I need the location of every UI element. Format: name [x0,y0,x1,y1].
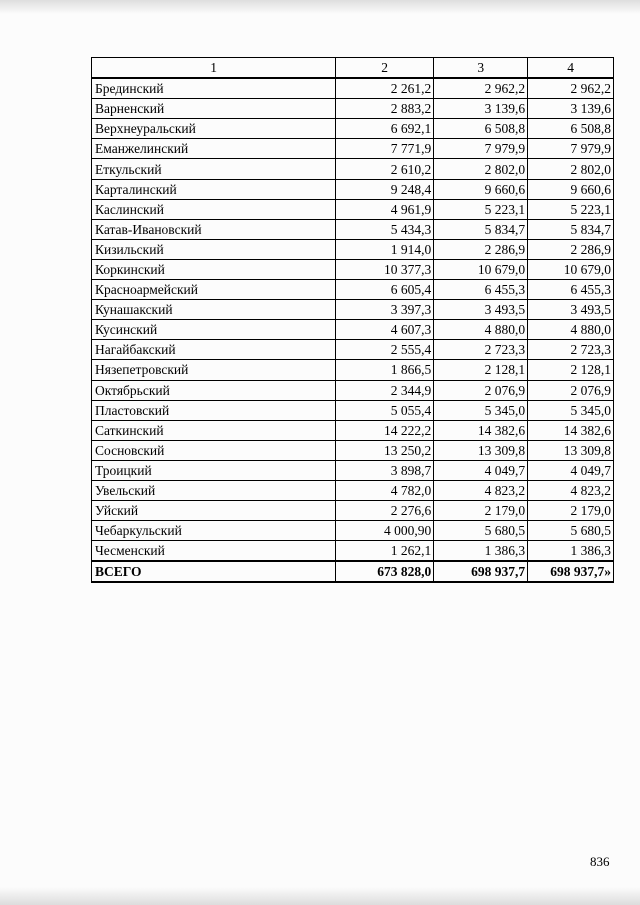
value-cell-col-2: 4 782,0 [336,480,434,500]
value-cell-col-3: 13 309,8 [434,440,528,460]
table-row [92,460,614,480]
table-row [92,420,614,440]
value-cell-col-2: 2 883,2 [336,99,434,119]
district-name-cell: Пластовский [92,400,336,420]
value-cell-col-2: 13 250,2 [336,440,434,460]
district-name-cell: Чесменский [92,541,336,562]
table-row [92,280,614,300]
table-row [92,78,614,99]
district-name-cell: Каслинский [92,199,336,219]
total-row [92,561,614,582]
district-name-cell: Карталинский [92,179,336,199]
district-name-cell: Еманжелинский [92,139,336,159]
table-row [92,239,614,259]
value-cell-col-3: 10 679,0 [434,259,528,279]
scan-bottom-edge [0,887,640,905]
value-cell-col-3: 9 660,6 [434,179,528,199]
district-name-cell: Чебаркульский [92,521,336,541]
value-cell-col-4: 3 493,5 [528,300,614,320]
value-cell-col-4: 7 979,9 [528,139,614,159]
table-row [92,320,614,340]
value-cell-col-2: 7 771,9 [336,139,434,159]
district-name-cell: Кунашакский [92,300,336,320]
value-cell-col-2: 2 276,6 [336,501,434,521]
value-cell-col-3: 5 680,5 [434,521,528,541]
table-row [92,179,614,199]
value-cell-col-3: 3 493,5 [434,300,528,320]
table-row [92,541,614,562]
value-cell-col-2: 1 866,5 [336,360,434,380]
value-cell-col-4: 9 660,6 [528,179,614,199]
district-name-cell: Еткульский [92,159,336,179]
value-cell-col-2: 2 555,4 [336,340,434,360]
value-cell-col-2: 6 692,1 [336,119,434,139]
district-name-cell: Катав-Ивановский [92,219,336,239]
value-cell-col-3: 4 880,0 [434,320,528,340]
value-cell-col-4: 2 962,2 [528,78,614,99]
table-row [92,501,614,521]
district-name-cell: Верхнеуральский [92,119,336,139]
district-name-cell: Кусинский [92,320,336,340]
value-cell-col-3: 14 382,6 [434,420,528,440]
value-cell-col-2: 2 261,2 [336,78,434,99]
total-label: ВСЕГО [92,561,336,582]
value-cell-col-4: 2 723,3 [528,340,614,360]
table-row [92,340,614,360]
district-name-cell: Увельский [92,480,336,500]
value-cell-col-3: 2 962,2 [434,78,528,99]
total-col-3: 698 937,7 [434,561,528,582]
value-cell-col-4: 6 455,3 [528,280,614,300]
header-row [92,58,614,79]
value-cell-col-4: 3 139,6 [528,99,614,119]
value-cell-col-2: 2 344,9 [336,380,434,400]
table-body [92,78,614,561]
value-cell-col-2: 2 610,2 [336,159,434,179]
value-cell-col-3: 2 076,9 [434,380,528,400]
header-col-1: 1 [92,58,336,79]
table-row [92,480,614,500]
table-row [92,119,614,139]
value-cell-col-3: 2 286,9 [434,239,528,259]
value-cell-col-2: 10 377,3 [336,259,434,279]
value-cell-col-4: 6 508,8 [528,119,614,139]
value-cell-col-3: 2 802,0 [434,159,528,179]
value-cell-col-3: 5 345,0 [434,400,528,420]
header-col-3: 3 [434,58,528,79]
value-cell-col-3: 6 455,3 [434,280,528,300]
total-col-2: 673 828,0 [336,561,434,582]
table-row [92,219,614,239]
district-name-cell: Варненский [92,99,336,119]
value-cell-col-2: 3 898,7 [336,460,434,480]
value-cell-col-4: 5 834,7 [528,219,614,239]
value-cell-col-4: 14 382,6 [528,420,614,440]
district-name-cell: Кизильский [92,239,336,259]
value-cell-col-4: 5 680,5 [528,521,614,541]
district-name-cell: Красноармейский [92,280,336,300]
value-cell-col-3: 3 139,6 [434,99,528,119]
value-cell-col-4: 2 802,0 [528,159,614,179]
value-cell-col-2: 3 397,3 [336,300,434,320]
value-cell-col-4: 2 286,9 [528,239,614,259]
value-cell-col-4: 2 076,9 [528,380,614,400]
table-row [92,99,614,119]
value-cell-col-4: 4 823,2 [528,480,614,500]
value-cell-col-2: 9 248,4 [336,179,434,199]
district-name-cell: Октябрьский [92,380,336,400]
table-row [92,360,614,380]
budget-table [91,57,614,583]
value-cell-col-2: 14 222,2 [336,420,434,440]
value-cell-col-4: 13 309,8 [528,440,614,460]
value-cell-col-3: 2 128,1 [434,360,528,380]
value-cell-col-2: 6 605,4 [336,280,434,300]
value-cell-col-4: 10 679,0 [528,259,614,279]
district-name-cell: Нязепетровский [92,360,336,380]
table-row [92,380,614,400]
value-cell-col-3: 1 386,3 [434,541,528,562]
value-cell-col-3: 7 979,9 [434,139,528,159]
district-name-cell: Брединский [92,78,336,99]
value-cell-col-2: 1 262,1 [336,541,434,562]
value-cell-col-3: 4 049,7 [434,460,528,480]
value-cell-col-2: 4 000,90 [336,521,434,541]
total-col-4: 698 937,7» [528,561,614,582]
district-name-cell: Коркинский [92,259,336,279]
table-row [92,300,614,320]
district-name-cell: Уйский [92,501,336,521]
header-col-2: 2 [336,58,434,79]
table-row [92,259,614,279]
value-cell-col-3: 4 823,2 [434,480,528,500]
table-row [92,400,614,420]
value-cell-col-2: 1 914,0 [336,239,434,259]
value-cell-col-4: 2 128,1 [528,360,614,380]
value-cell-col-4: 5 345,0 [528,400,614,420]
table-row [92,199,614,219]
district-name-cell: Нагайбакский [92,340,336,360]
value-cell-col-3: 2 723,3 [434,340,528,360]
table-row [92,139,614,159]
table-row [92,159,614,179]
value-cell-col-2: 4 607,3 [336,320,434,340]
table-row [92,440,614,460]
value-cell-col-4: 2 179,0 [528,501,614,521]
value-cell-col-4: 4 049,7 [528,460,614,480]
scan-top-edge [0,0,640,14]
value-cell-col-2: 5 055,4 [336,400,434,420]
value-cell-col-4: 4 880,0 [528,320,614,340]
district-name-cell: Троицкий [92,460,336,480]
value-cell-col-2: 4 961,9 [336,199,434,219]
value-cell-col-2: 5 434,3 [336,219,434,239]
page-number: 836 [590,854,610,869]
value-cell-col-3: 2 179,0 [434,501,528,521]
value-cell-col-4: 1 386,3 [528,541,614,562]
district-name-cell: Сосновский [92,440,336,460]
table-row [92,521,614,541]
value-cell-col-3: 5 223,1 [434,199,528,219]
header-col-4: 4 [528,58,614,79]
value-cell-col-4: 5 223,1 [528,199,614,219]
value-cell-col-3: 5 834,7 [434,219,528,239]
district-name-cell: Саткинский [92,420,336,440]
value-cell-col-3: 6 508,8 [434,119,528,139]
